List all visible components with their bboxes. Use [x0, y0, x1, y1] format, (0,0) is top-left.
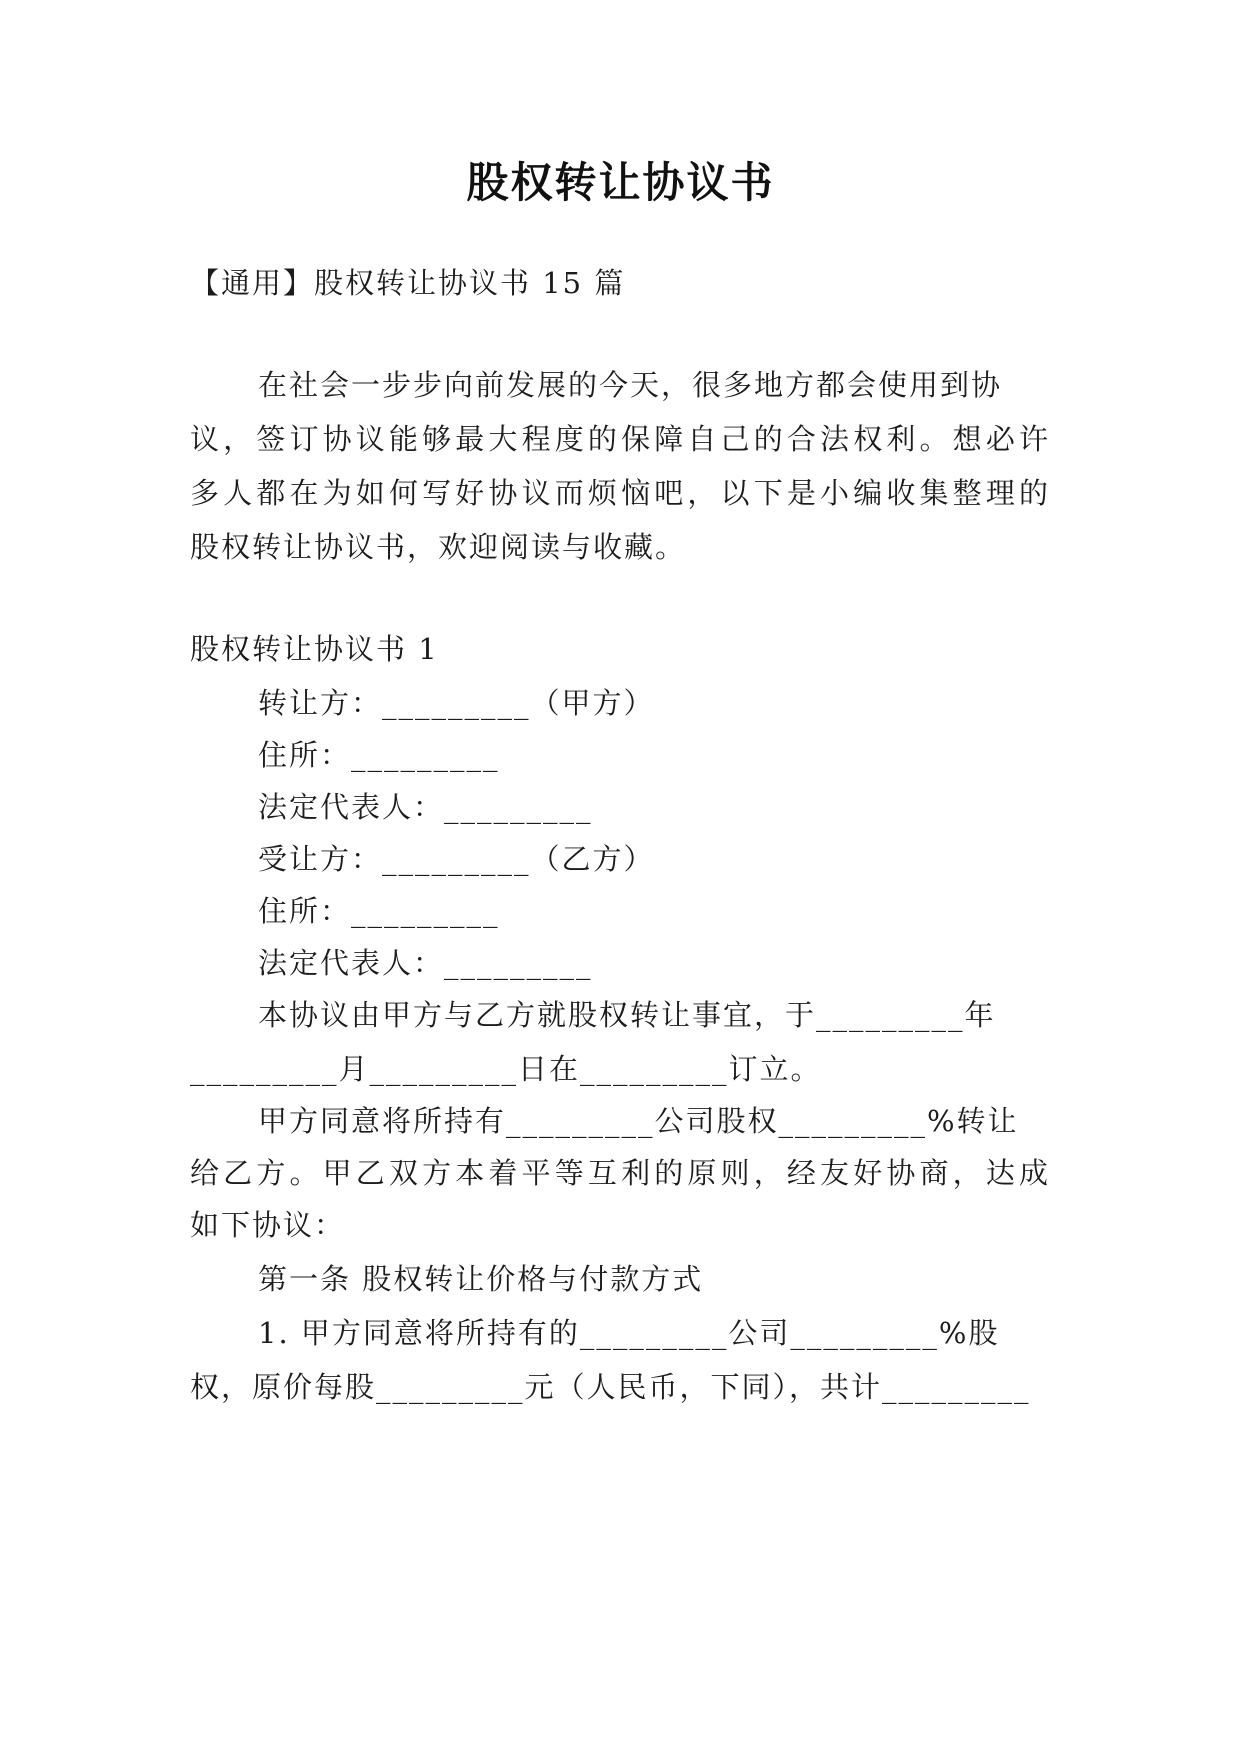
agreement-line: 本协议由甲方与乙方就股权转让事宜，于_________年 [258, 998, 996, 1032]
transfer-line: 如下协议： [190, 1208, 346, 1242]
transfer-line: 给乙方。甲乙双方本着平等互利的原则，经友好协商，达成 [190, 1156, 1050, 1190]
article-line: 权，原价每股_________元（人民币，下同），共计_________ [190, 1370, 1031, 1404]
section-heading: 股权转让协议书 1 [190, 632, 439, 666]
subtitle: 【通用】股权转让协议书 15 篇 [190, 266, 626, 300]
party-line: 住所：_________ [258, 738, 500, 772]
party-line: 住所：_________ [258, 894, 500, 928]
intro-line: 股权转让协议书，欢迎阅读与收藏。 [190, 530, 687, 564]
article-heading: 第一条 股权转让价格与付款方式 [258, 1262, 704, 1296]
party-line: 转让方：_________（甲方） [258, 686, 655, 720]
party-line: 法定代表人：_________ [258, 790, 593, 824]
agreement-line: _________月_________日在_________订立。 [190, 1052, 822, 1086]
intro-line: 在社会一步步向前发展的今天，很多地方都会使用到协 [258, 368, 1003, 402]
party-line: 法定代表人：_________ [258, 946, 593, 980]
transfer-line: 甲方同意将所持有_________公司股权_________%转让 [258, 1104, 1019, 1138]
intro-line: 多人都在为如何写好协议而烦恼吧，以下是小编收集整理的 [190, 476, 1050, 510]
party-line: 受让方：_________（乙方） [258, 842, 655, 876]
document-title: 股权转让协议书 [466, 158, 775, 207]
intro-line: 议，签订协议能够最大程度的保障自己的合法权利。想必许 [190, 422, 1050, 456]
article-line: 1. 甲方同意将所持有的_________公司_________%股 [258, 1316, 1000, 1350]
